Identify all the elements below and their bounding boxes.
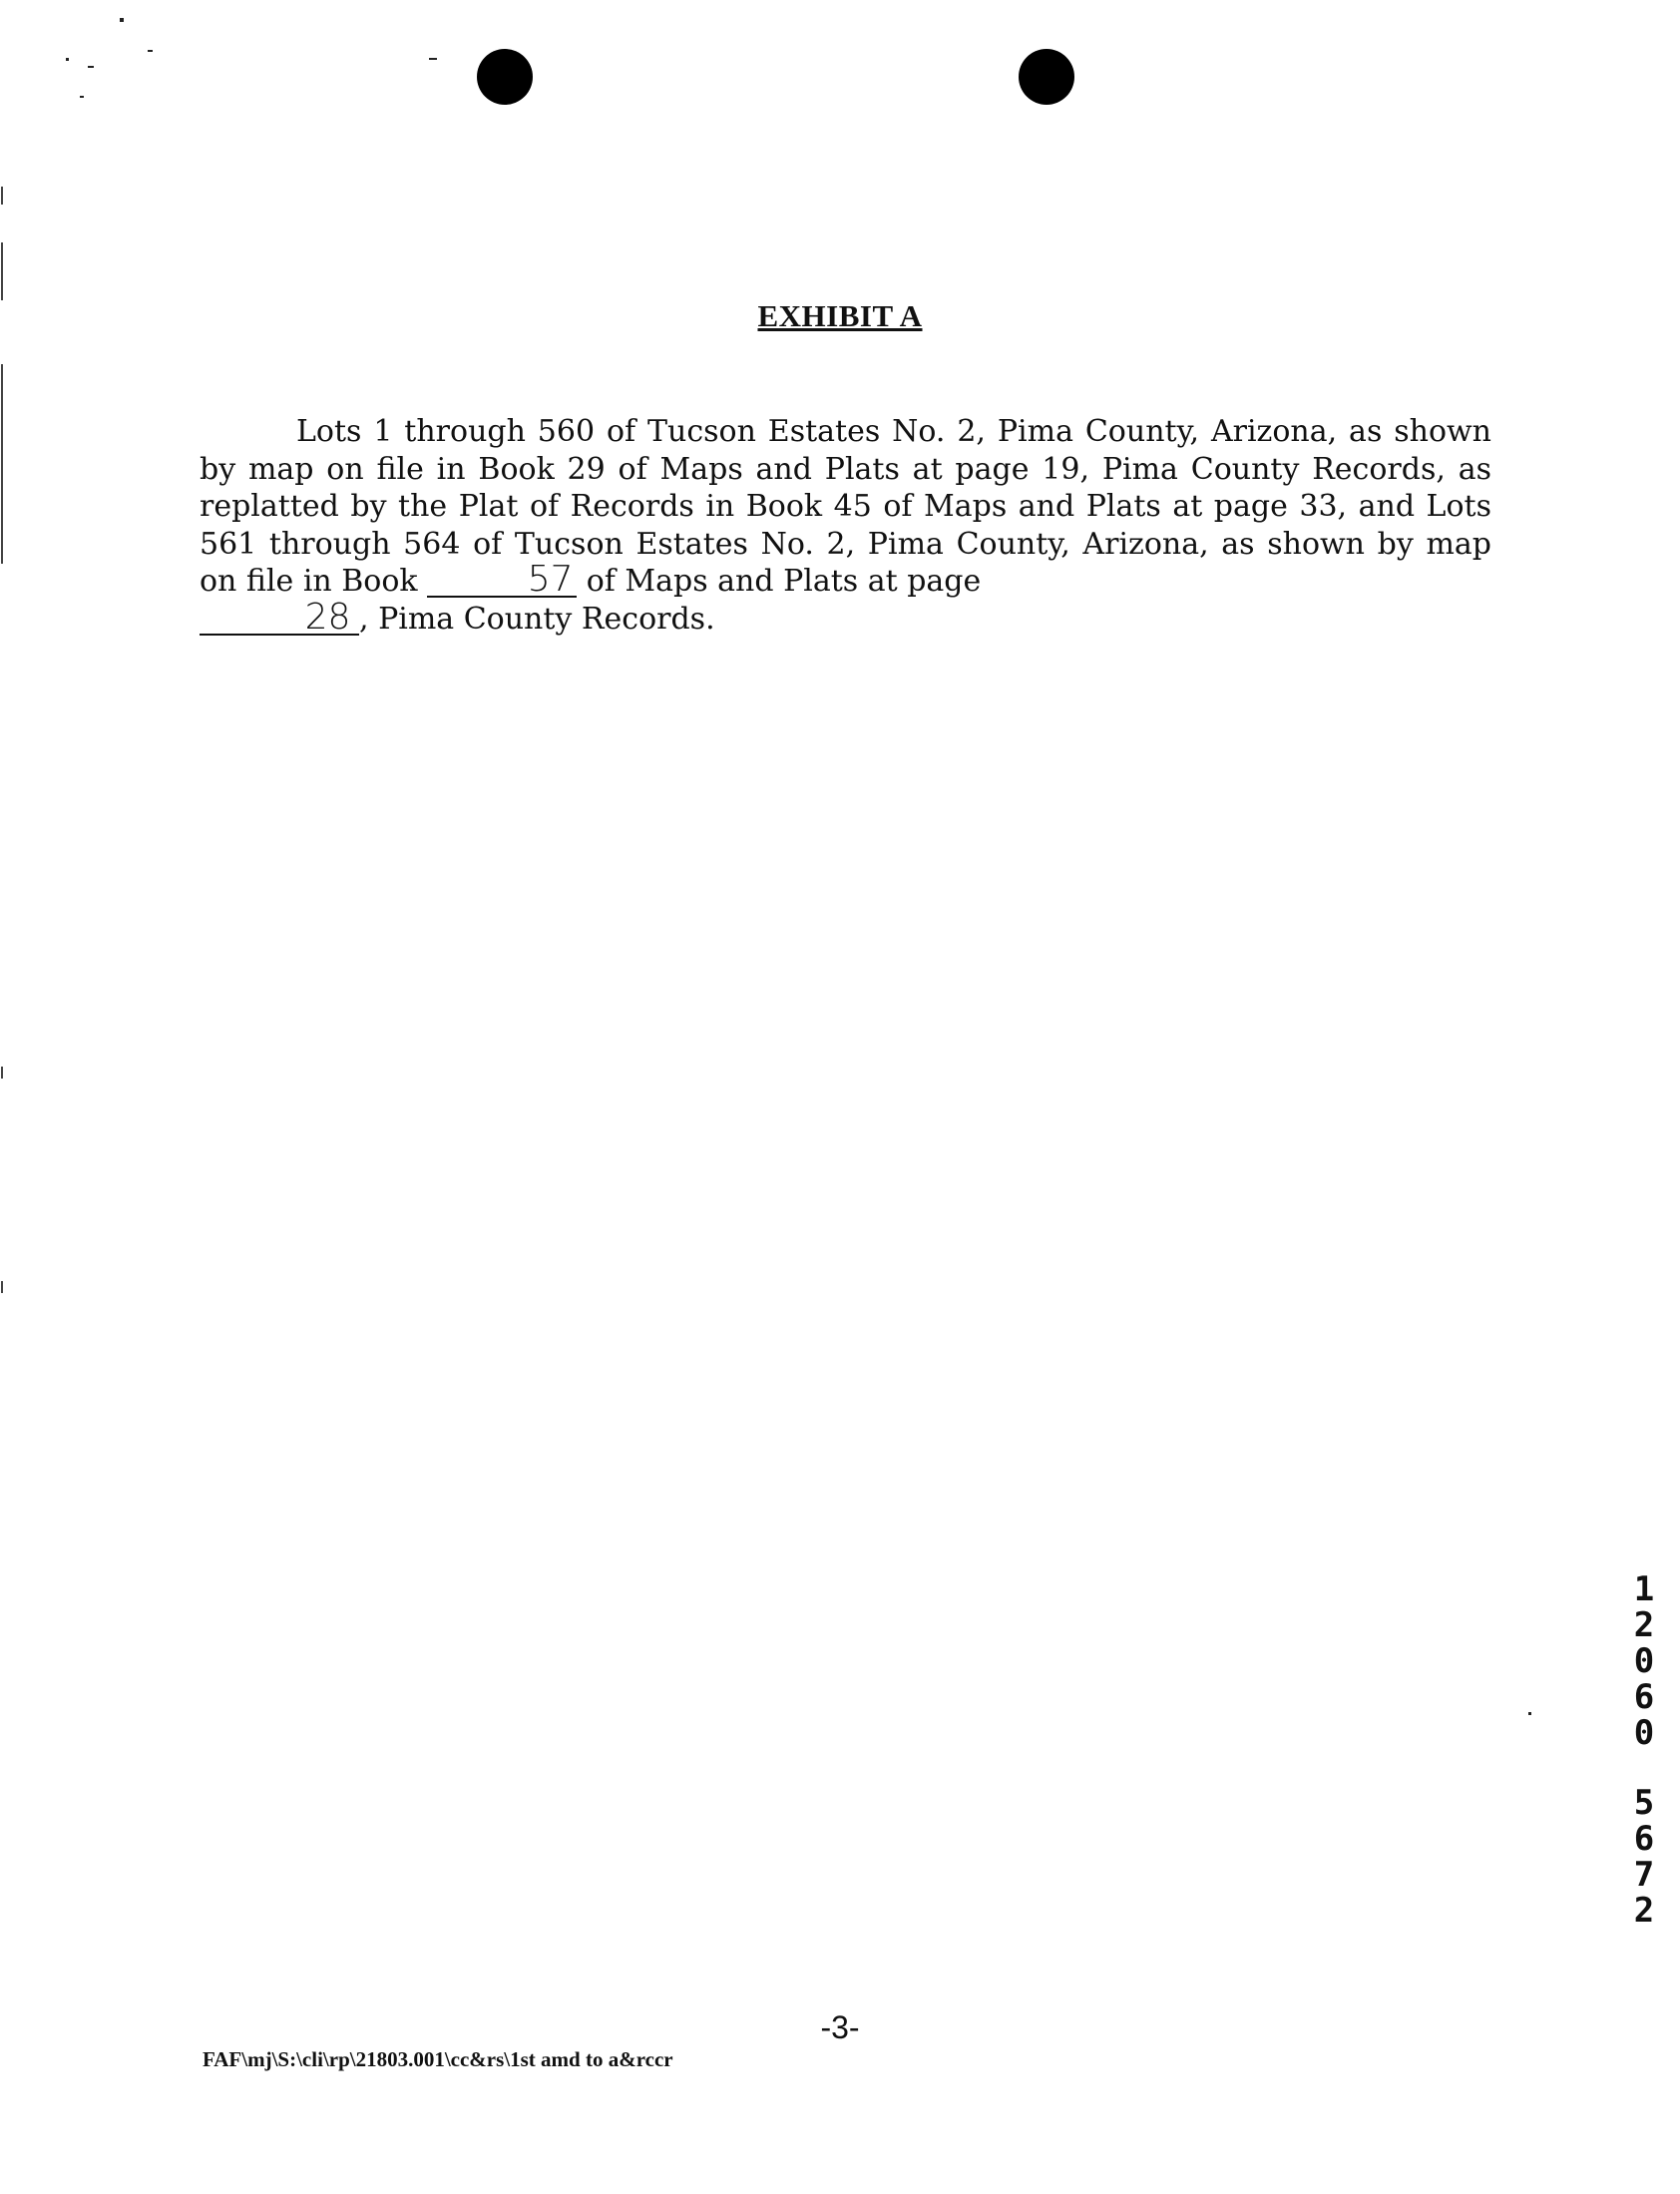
stamp-digit: 0 (1633, 1641, 1655, 1681)
stamp-digit: 0 (1633, 1713, 1655, 1753)
scan-edge-mark (1, 242, 3, 300)
document-title: EXHIBIT A (757, 298, 923, 333)
scan-edge-mark (1, 1067, 3, 1079)
scan-speck (88, 66, 94, 68)
stamp-digit: 6 (1633, 1677, 1655, 1717)
stamp-digit: 5 (1633, 1783, 1655, 1823)
book-number-handwritten: 57 (427, 564, 577, 598)
paragraph-text-part1: Lots 1 through 560 of Tucson Estates No. 2, Pima County, Arizona, as shown by map on file in Book 29 of Maps and Plats at page 19, Pima County Records, as replatted by the Plat of Records in Book 45 of Maps and Plats at page 33, and Lots 561 through 564 of Tucson Estates No. 2, Pima County, Arizona, as shown by map on file in Book (200, 414, 1491, 599)
scan-edge-mark (1, 187, 3, 205)
scan-speck (80, 96, 84, 98)
stamp-digit: 7 (1633, 1855, 1655, 1895)
scan-edge-mark (1, 364, 3, 564)
scan-speck (429, 58, 437, 60)
exhibit-paragraph (200, 413, 1491, 638)
scan-speck (148, 50, 153, 52)
stamp-digit: 6 (1633, 1819, 1655, 1859)
scan-speck (1528, 1712, 1531, 1715)
page-number: -3- (820, 2009, 860, 2045)
paragraph-text-part3: , Pima County Records. (359, 601, 715, 637)
stamp-digit: 1 (1633, 1569, 1655, 1609)
stamp-digit: 2 (1633, 1605, 1655, 1645)
footer-file-path: FAF\mj\S:\cli\rp\21803.001\cc&rs\1st amd to a&rccr (203, 2047, 673, 2071)
stamp-digit: 2 (1633, 1891, 1655, 1931)
page-number-handwritten: 28 (200, 602, 359, 636)
paragraph-text-part2: of Maps and Plats at page (577, 564, 982, 599)
scan-edge-mark (1, 1281, 3, 1293)
scan-speck (66, 58, 69, 61)
stamp-gap (1626, 1751, 1662, 1785)
recording-stamp (1626, 1571, 1662, 1929)
scan-speck (120, 18, 124, 22)
punch-hole-right (1019, 49, 1074, 105)
punch-hole-left (477, 49, 533, 105)
